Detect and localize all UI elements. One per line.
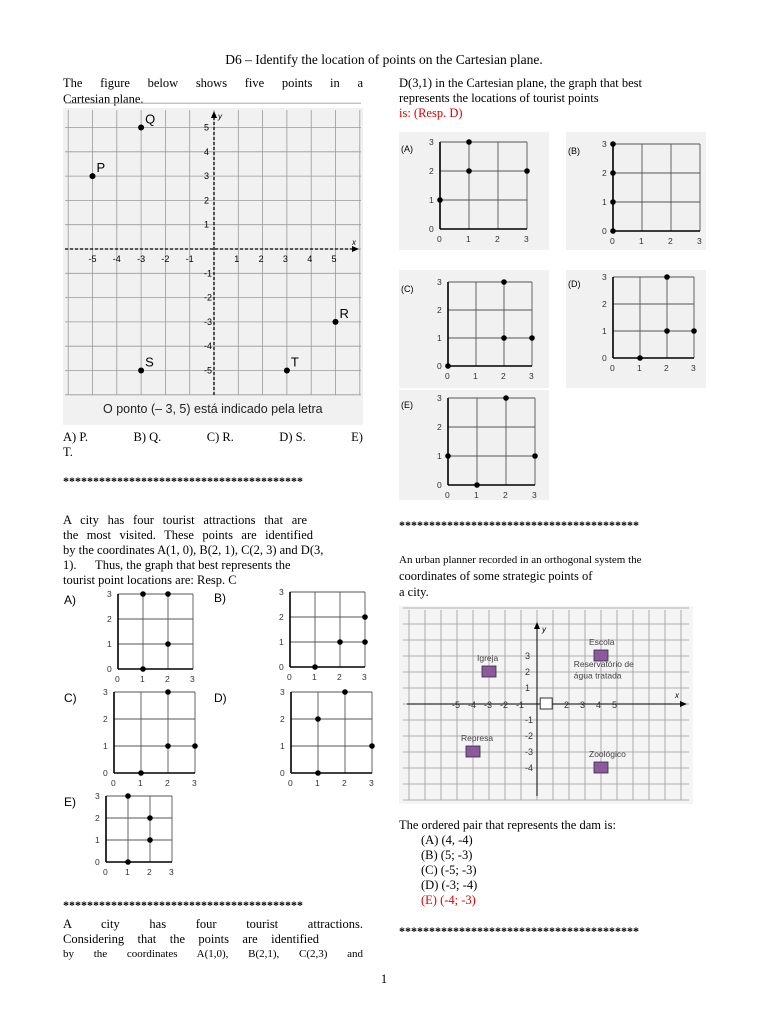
- q1-point: [90, 173, 96, 179]
- x-tick-label: 2: [668, 236, 673, 246]
- data-point: [501, 335, 507, 341]
- y-tick-label: 0: [602, 353, 607, 363]
- x-tick-label: 3: [192, 778, 197, 788]
- q1-x-tick-label: -4: [112, 254, 121, 264]
- q4-y-tick-label: 1: [525, 683, 531, 693]
- q3-line3: by the coordinates A(1,0), B(2,1), C(2,3) and: [63, 948, 363, 960]
- q1-point-label: Q: [145, 111, 156, 127]
- y-tick-label: 3: [280, 687, 285, 697]
- q4-x-tick-label: 5: [612, 700, 618, 710]
- q1-x-tick-label: -5: [88, 254, 97, 264]
- q1-x-tick-label: 1: [234, 254, 240, 264]
- q1-y-axis-label: y: [218, 112, 222, 121]
- q1-point-label: S: [145, 354, 154, 370]
- data-point: [165, 591, 171, 597]
- y-tick-label: 2: [279, 612, 284, 622]
- data-point: [147, 815, 153, 821]
- data-point: [125, 859, 131, 865]
- data-point: [501, 279, 507, 285]
- q3-cont-line1: D(3,1) in the Cartesian plane, the graph that best: [399, 76, 642, 90]
- x-tick-label: 2: [337, 672, 342, 682]
- y-tick-label: 3: [429, 137, 434, 147]
- y-tick-label: 1: [437, 451, 442, 461]
- y-tick-label: 3: [602, 272, 607, 282]
- q4-y-axis-label: y: [542, 625, 546, 634]
- q4-y-tick-label: -3: [525, 747, 534, 757]
- x-tick-label: 1: [637, 363, 642, 373]
- q1-answers: [63, 430, 363, 445]
- option-label: E): [64, 795, 76, 809]
- data-point: [138, 770, 144, 776]
- x-tick-label: 0: [610, 236, 615, 246]
- q2-line4: 1). Thus, the graph that best represents the: [63, 558, 291, 572]
- y-tick-label: 3: [103, 687, 108, 697]
- q1-point: [284, 368, 290, 374]
- y-tick-label: 0: [437, 361, 442, 371]
- q1-point: [138, 368, 144, 374]
- data-point: [165, 689, 171, 695]
- option-label: A): [64, 593, 76, 607]
- x-tick-label: 1: [473, 371, 478, 381]
- q4-city-map: [399, 606, 693, 804]
- q1-x-tick-label: -3: [137, 254, 146, 264]
- q4-y-tick-label: -2: [525, 731, 534, 741]
- data-point: [445, 363, 451, 369]
- data-point: [315, 716, 321, 722]
- x-tick-label: 0: [445, 371, 450, 381]
- q4-x-tick-label: 3: [580, 700, 586, 710]
- y-tick-label: 3: [107, 589, 112, 599]
- x-tick-label: 1: [315, 778, 320, 788]
- q1-figure-background: [63, 108, 363, 425]
- option-label: C): [64, 691, 77, 705]
- q3-cont-line2: represents the locations of tourist points: [399, 91, 599, 105]
- data-point: [192, 743, 198, 749]
- y-tick-label: 3: [602, 139, 607, 149]
- x-tick-label: 3: [532, 490, 537, 500]
- y-tick-label: 1: [429, 195, 434, 205]
- x-tick-label: 3: [697, 236, 702, 246]
- option-label: (D): [568, 279, 581, 289]
- q2-line2: the most visited. These points are identified: [63, 528, 313, 542]
- q1-option-d: D) S.: [279, 430, 306, 444]
- q4-place-label: Reservatório de: [573, 659, 634, 670]
- data-point: [610, 199, 616, 205]
- x-tick-label: 2: [342, 778, 347, 788]
- y-tick-label: 2: [107, 614, 112, 624]
- q1-x-tick-label: -1: [185, 254, 194, 264]
- x-tick-label: 3: [190, 674, 195, 684]
- y-tick-label: 3: [437, 277, 442, 287]
- y-tick-label: 0: [279, 662, 284, 672]
- q1-y-tick-label: -3: [204, 316, 213, 327]
- q1-y-tick-label: 3: [204, 171, 210, 182]
- q1-intro-line2: Cartesian plane.: [63, 92, 144, 106]
- data-point: [362, 639, 368, 645]
- data-point: [503, 395, 509, 401]
- x-tick-label: 3: [169, 867, 174, 877]
- x-tick-label: 0: [103, 867, 108, 877]
- x-tick-label: 3: [691, 363, 696, 373]
- separator-3: ****************************************: [399, 518, 639, 532]
- q4-reservoir-marker: [540, 698, 552, 709]
- q1-intro-line1: The figure below shows five points in a: [63, 76, 363, 90]
- q1-y-tick-label: -2: [204, 292, 213, 303]
- data-point: [362, 614, 368, 620]
- data-point: [466, 139, 472, 145]
- data-point: [691, 328, 697, 334]
- y-tick-label: 1: [279, 637, 284, 647]
- x-tick-label: 1: [466, 234, 471, 244]
- data-point: [466, 168, 472, 174]
- data-point: [664, 274, 670, 280]
- y-tick-label: 3: [437, 393, 442, 403]
- data-point: [610, 141, 616, 147]
- y-tick-label: 3: [279, 587, 284, 597]
- x-tick-label: 1: [474, 490, 479, 500]
- q4-x-tick-label: -1: [516, 700, 525, 710]
- q1-cartesian-plane: [63, 108, 363, 425]
- q3-line1: A city has four tourist attractions.: [63, 917, 363, 931]
- y-tick-label: 1: [95, 835, 100, 845]
- q4-y-tick-label: -4: [525, 763, 534, 773]
- data-point: [610, 170, 616, 176]
- q1-x-tick-label: 2: [258, 254, 264, 264]
- x-tick-label: 1: [140, 674, 145, 684]
- page-title: D6 – Identify the location of points on the Cartesian plane.: [225, 52, 543, 67]
- x-tick-label: 2: [147, 867, 152, 877]
- q1-option-c: C) R.: [206, 430, 234, 444]
- y-tick-label: 0: [95, 857, 100, 867]
- x-tick-label: 0: [610, 363, 615, 373]
- q2-option-d-graph: [213, 684, 374, 788]
- figure-background: [399, 390, 549, 500]
- option-label: D): [214, 691, 227, 705]
- q2-line5: tourist point locations are: Resp. C: [63, 573, 237, 587]
- q4-x-tick-label: -2: [500, 700, 509, 710]
- q4-place-marker: [466, 746, 480, 757]
- option-label: (A): [401, 144, 413, 154]
- q3-line2: Considering that the points are identified: [63, 932, 319, 946]
- x-tick-label: 1: [125, 867, 130, 877]
- q4-place-label: Zoológico: [589, 749, 626, 759]
- q2-line3: by the coordinates A(1, 0), B(2, 1), C(2, 3) and D(3,: [63, 543, 324, 557]
- q3-option-c-graph: [399, 270, 549, 388]
- x-tick-label: 0: [115, 674, 120, 684]
- x-tick-label: 2: [503, 490, 508, 500]
- q3-option-d-graph: [566, 270, 706, 388]
- x-tick-label: 0: [111, 778, 116, 788]
- q2-option-b-graph: [213, 584, 367, 683]
- y-tick-label: 2: [437, 422, 442, 432]
- y-tick-label: 0: [437, 480, 442, 490]
- q4-option-c: (C) (-5; -3): [421, 863, 477, 877]
- data-point: [474, 482, 480, 488]
- x-tick-label: 1: [639, 236, 644, 246]
- option-label: B): [214, 591, 226, 605]
- q1-option-a: A) P.: [63, 430, 89, 444]
- separator-2: ****************************************: [63, 898, 303, 912]
- q4-y-tick-label: 2: [525, 667, 531, 677]
- x-tick-label: 2: [495, 234, 500, 244]
- q4-place-label: Igreja: [477, 653, 499, 663]
- x-tick-label: 2: [165, 778, 170, 788]
- q3-cont-answer: is: (Resp. D): [399, 106, 463, 120]
- q4-option-b: (B) (5; -3): [421, 848, 473, 862]
- x-tick-label: 2: [501, 371, 506, 381]
- y-tick-label: 2: [280, 714, 285, 724]
- q1-y-tick-label: -4: [204, 341, 213, 352]
- q1-x-axis-label: x: [352, 238, 356, 247]
- separator-4: ****************************************: [399, 924, 639, 938]
- figure-background: [566, 132, 706, 250]
- data-point: [125, 793, 131, 799]
- q1-x-tick-label: -2: [161, 254, 170, 264]
- q1-caption: O ponto (– 3, 5) está indicado pela letra: [103, 402, 323, 416]
- y-tick-label: 2: [95, 813, 100, 823]
- data-point: [532, 453, 538, 459]
- q1-point: [333, 319, 339, 325]
- data-point: [165, 641, 171, 647]
- q1-point: [138, 125, 144, 131]
- q2-line1: A city has four tourist attractions that are: [63, 513, 307, 527]
- q2-option-a-graph: [63, 588, 203, 683]
- x-tick-label: 0: [437, 234, 442, 244]
- figure-background: [566, 270, 706, 388]
- data-point: [445, 453, 451, 459]
- data-point: [610, 228, 616, 234]
- x-tick-label: 3: [362, 672, 367, 682]
- data-point: [637, 355, 643, 361]
- y-tick-label: 0: [103, 768, 108, 778]
- x-tick-label: 3: [524, 234, 529, 244]
- q4-x-tick-label: -4: [468, 700, 477, 710]
- y-tick-label: 0: [429, 224, 434, 234]
- q3-option-a-graph: [399, 132, 549, 250]
- q4-intro-line2: coordinates of some strategic points of: [399, 569, 593, 583]
- q4-option-a: (A) (4, -4): [421, 833, 473, 847]
- y-tick-label: 1: [107, 639, 112, 649]
- q2-option-e-graph: [63, 790, 203, 880]
- data-point: [147, 837, 153, 843]
- x-tick-label: 2: [664, 363, 669, 373]
- q1-x-tick-label: 5: [331, 254, 337, 264]
- data-point: [342, 689, 348, 695]
- q1-y-tick-label: 5: [204, 122, 210, 133]
- x-tick-label: 0: [445, 490, 450, 500]
- q1-x-tick-label: 3: [282, 254, 288, 264]
- q4-place-label: água tratada: [573, 670, 622, 681]
- q4-y-tick-label: -1: [525, 715, 534, 725]
- q4-place-marker: [482, 666, 496, 677]
- y-tick-label: 2: [437, 305, 442, 315]
- x-tick-label: 3: [369, 778, 374, 788]
- x-tick-label: 0: [288, 778, 293, 788]
- q4-question: The ordered pair that represents the dam is:: [399, 818, 616, 832]
- data-point: [337, 639, 343, 645]
- y-tick-label: 0: [280, 768, 285, 778]
- q1-point-label: R: [339, 305, 349, 321]
- figure-background: [399, 132, 549, 250]
- data-point: [140, 666, 146, 672]
- option-label: (E): [401, 400, 413, 410]
- q4-intro-line1: An urban planner recorded in an orthogonal system the: [399, 554, 642, 566]
- q4-option-e: (E) (-4; -3): [421, 893, 476, 907]
- data-point: [369, 743, 375, 749]
- data-point: [140, 591, 146, 597]
- q1-y-tick-label: 4: [204, 146, 210, 157]
- data-point: [437, 197, 443, 203]
- data-point: [529, 335, 535, 341]
- y-tick-label: 1: [437, 333, 442, 343]
- q1-y-tick-label: 2: [204, 195, 210, 206]
- q4-place-label: Represa: [461, 733, 494, 743]
- q2-option-c-graph: [63, 684, 203, 787]
- q1-point-label: P: [96, 160, 106, 176]
- q1-y-tick-label: -5: [204, 365, 213, 376]
- q4-option-d: (D) (-3; -4): [421, 878, 478, 892]
- q4-x-tick-label: 2: [564, 700, 570, 710]
- y-tick-label: 3: [95, 791, 100, 801]
- y-tick-label: 1: [103, 741, 108, 751]
- option-label: (B): [568, 146, 580, 156]
- x-tick-label: 3: [529, 371, 534, 381]
- q4-intro-line3: a city.: [399, 585, 429, 599]
- q4-x-tick-label: 4: [596, 700, 602, 710]
- q1-y-tick-label: -1: [204, 268, 213, 279]
- q1-point-label: T: [290, 354, 299, 370]
- q1-option-e: E): [351, 430, 363, 444]
- q3-option-b-graph: [566, 132, 706, 250]
- q4-x-tick-label: -3: [484, 700, 493, 710]
- q3-option-e-graph: [399, 390, 549, 500]
- x-tick-label: 0: [287, 672, 292, 682]
- data-point: [312, 664, 318, 670]
- y-tick-label: 1: [280, 741, 285, 751]
- y-tick-label: 2: [103, 714, 108, 724]
- y-tick-label: 0: [602, 226, 607, 236]
- x-tick-label: 1: [312, 672, 317, 682]
- q4-place-label: Escola: [589, 637, 615, 647]
- y-tick-label: 1: [602, 197, 607, 207]
- y-tick-label: 1: [602, 326, 607, 336]
- y-tick-label: 2: [602, 168, 607, 178]
- q1-y-tick-label: 1: [204, 219, 210, 230]
- x-tick-label: 2: [165, 674, 170, 684]
- option-label: (C): [401, 284, 414, 294]
- y-tick-label: 2: [602, 299, 607, 309]
- q4-place-marker: [594, 762, 608, 773]
- q4-y-tick-label: 3: [525, 651, 531, 661]
- separator: ****************************************: [63, 474, 303, 488]
- q4-x-axis-label: x: [675, 691, 679, 700]
- q1-x-tick-label: 4: [307, 254, 313, 264]
- y-tick-label: 0: [107, 664, 112, 674]
- q1-option-b: B) Q.: [133, 430, 162, 444]
- y-tick-label: 2: [429, 166, 434, 176]
- x-tick-label: 1: [138, 778, 143, 788]
- q4-x-tick-label: -5: [452, 700, 461, 710]
- data-point: [315, 770, 321, 776]
- data-point: [664, 328, 670, 334]
- data-point: [165, 743, 171, 749]
- page-number: 1: [380, 972, 388, 986]
- data-point: [524, 168, 530, 174]
- q1-option-e-text: T.: [63, 445, 73, 459]
